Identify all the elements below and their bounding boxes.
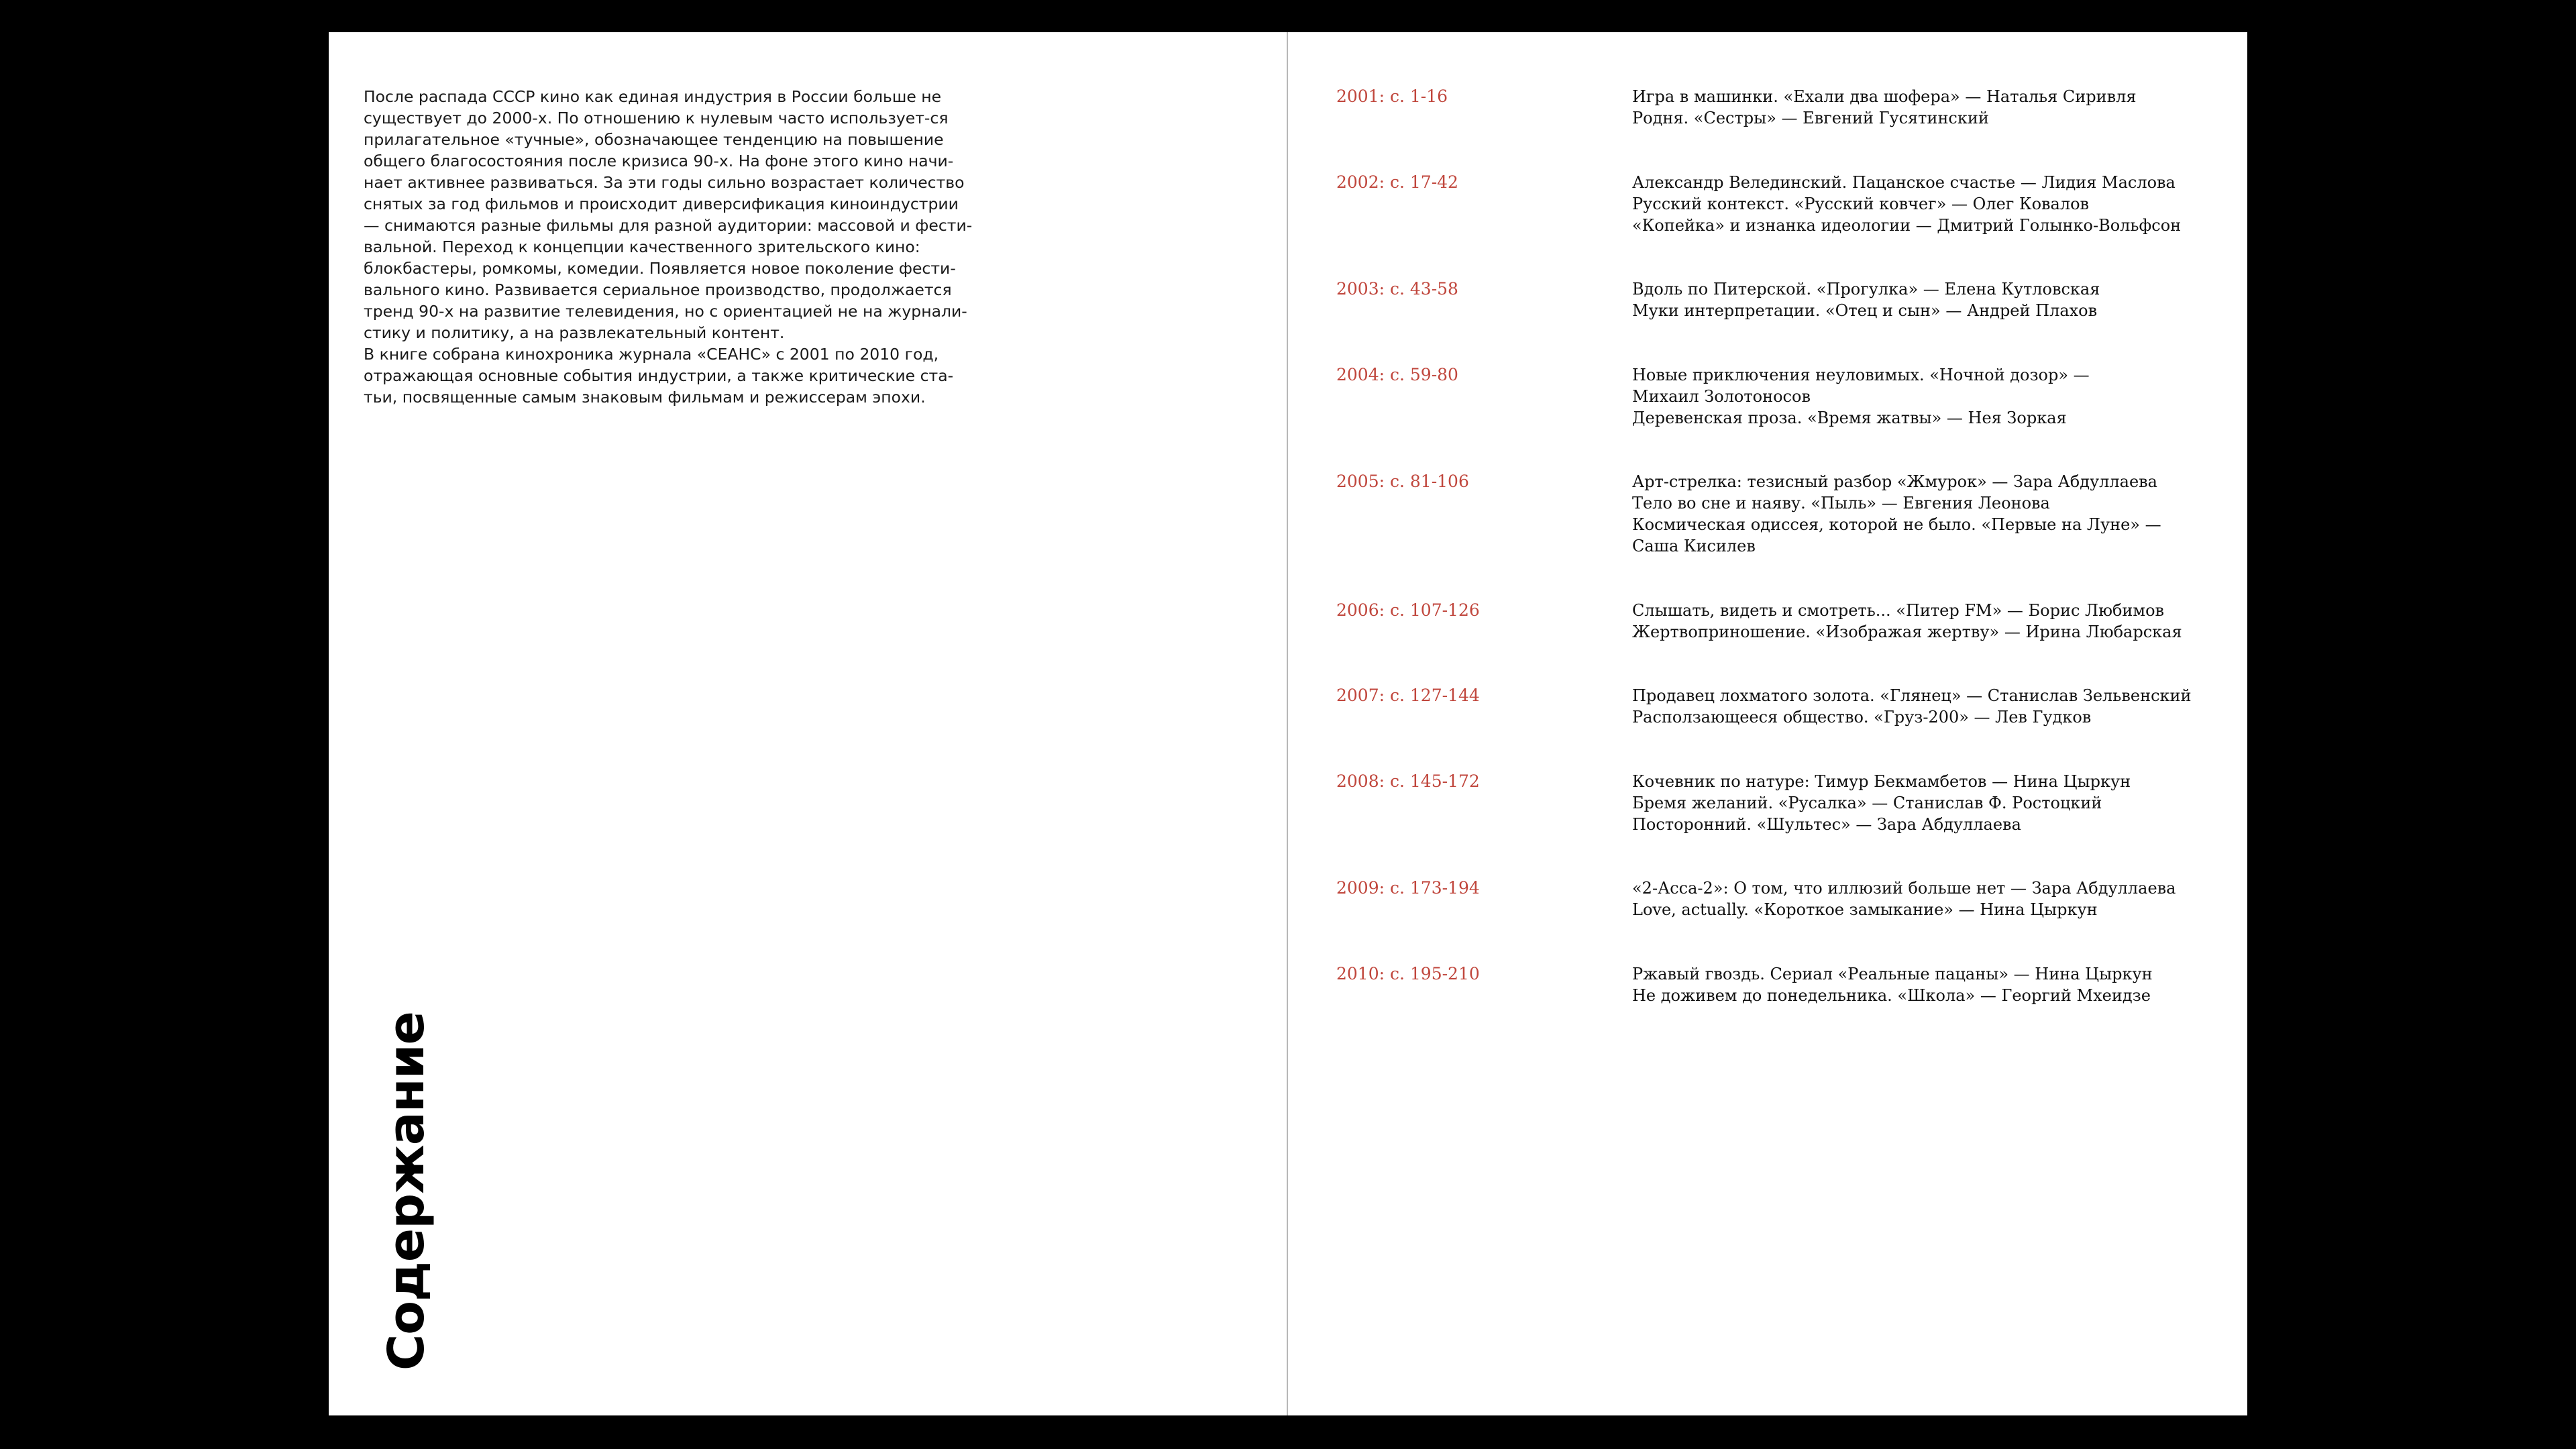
toc-year-link[interactable]: 2002: с. 17-42 [1336, 172, 1458, 192]
toc-article: Саша Кисилев [1632, 537, 1756, 555]
toc-article: Арт-стрелка: тезисный разбор «Жмурок» — Зара Абдуллаева [1632, 472, 2157, 491]
toc-article: Муки интерпретации. «Отец и сын» — Андрей Плахов [1632, 301, 2098, 320]
toc-article: «2-Асса-2»: О том, что иллюзий больше нет — Зара Абдуллаева [1632, 879, 2176, 898]
toc-article: Слышать, видеть и смотреть... «Питер FM» — Борис Любимов [1632, 601, 2165, 620]
toc-article: Михаил Золотоносов [1632, 387, 1811, 406]
toc-article: Расползающееся общество. «Груз-200» — Лев Гудков [1632, 708, 2092, 727]
toc-article: Бремя желаний. «Русалка» — Станислав Ф. Ростоцкий [1632, 794, 2102, 812]
toc-year-link[interactable]: 2009: с. 173-194 [1336, 878, 1480, 898]
toc-article: Ржавый гвоздь. Сериал «Реальные пацаны» — Нина Цыркун [1632, 965, 2153, 983]
intro-text [364, 86, 974, 408]
toc-article-list [1632, 685, 2222, 728]
toc-article-list [1632, 877, 2222, 920]
intro-paragraph: В книге собрана кинохроника журнала «СЕАНС» с 2001 по 2010 год, отражающая основные события индустрии, а также критические ста-тьи, посвященные самым знаковым фильмам и режиссерам эпохи. [364, 345, 954, 407]
toc-year-link[interactable]: 2010: с. 195-210 [1336, 964, 1480, 983]
toc-article: Космическая одиссея, которой не было. «Первые на Луне» — [1632, 515, 2161, 534]
toc-article: Вдоль по Питерской. «Прогулка» — Елена Кутловская [1632, 280, 2100, 299]
toc-article: Деревенская проза. «Время жатвы» — Нея Зоркая [1632, 409, 2067, 427]
toc-year-link[interactable]: 2003: с. 43-58 [1336, 279, 1458, 299]
toc-article: «Копейка» и изнанка идеологии — Дмитрий Голынко-Вольфсон [1632, 216, 2182, 235]
toc-article: Игра в машинки. «Ехали два шофера» — Наталья Сиривля [1632, 87, 2137, 106]
intro-paragraph: После распада СССР кино как единая индустрия в России больше не существует до 2000-х. По отношению к нулевым часто использует-ся прилагательное «тучные», обозначающее тенденцию на повышение общего благосостояния после кризиса 90-х. На фоне этого кино начи-нает активнее развиваться. За эти годы сильно возрастает количество снятых за год фильмов и происходит диверсификация киноиндустрии — снимаются разные фильмы для разной аудитории: массовой и фести-вальной. Переход к концепции качественного зрительского кино: блокбастеры, ромкомы, комедии. Появляется новое поколение фести-вального кино. Развивается сериальное производство, продолжается тренд 90-х на развитие телевидения, но с ориентацией не на журнали-стику и политику, а на развлекательный контент. [364, 87, 973, 342]
toc-article-list [1632, 471, 2222, 557]
page-title: Содержание [378, 1012, 435, 1371]
toc-article: Love, actually. «Короткое замыкание» — Нина Цыркун [1632, 900, 2098, 919]
toc-article: Кочевник по натуре: Тимур Бекмамбетов — Нина Цыркун [1632, 772, 2131, 791]
toc-year-link[interactable]: 2004: с. 59-80 [1336, 365, 1458, 384]
toc-year-link[interactable]: 2006: с. 107-126 [1336, 600, 1480, 620]
toc-year-link[interactable]: 2007: с. 127-144 [1336, 686, 1480, 705]
toc-article: Не доживем до понедельника. «Школа» — Георгий Мхеидзе [1632, 986, 2151, 1005]
book-spread [329, 32, 2247, 1415]
toc-article-list [1632, 172, 2222, 236]
toc-article: Жертвоприношение. «Изображая жертву» — Ирина Любарская [1632, 623, 2182, 641]
toc-article: Тело во сне и наяву. «Пыль» — Евгения Леонова [1632, 494, 2050, 513]
toc-article: Родня. «Сестры» — Евгений Гусятинский [1632, 109, 1989, 127]
toc-article: Русский контекст. «Русский ковчег» — Олег Ковалов [1632, 195, 2090, 213]
toc-article: Продавец лохматого золота. «Глянец» — Станислав Зельвенский [1632, 686, 2192, 705]
table-of-contents [1288, 32, 2247, 1415]
toc-article-list [1632, 364, 2222, 429]
right-page [1288, 32, 2247, 1415]
toc-article: Посторонний. «Шультес» — Зара Абдуллаева [1632, 815, 2021, 834]
toc-year-link[interactable]: 2008: с. 145-172 [1336, 771, 1480, 791]
left-page [329, 32, 1287, 1415]
toc-article: Александр Велединский. Пацанское счастье — Лидия Маслова [1632, 173, 2176, 192]
toc-article-list [1632, 771, 2222, 835]
toc-article: Новые приключения неуловимых. «Ночной дозор» — [1632, 366, 2090, 384]
toc-article-list [1632, 963, 2222, 1006]
toc-article-list [1632, 600, 2222, 643]
toc-year-link[interactable]: 2001: с. 1-16 [1336, 87, 1448, 106]
toc-year-link[interactable]: 2005: с. 81-106 [1336, 472, 1469, 491]
toc-article-list [1632, 86, 2222, 129]
toc-article-list [1632, 278, 2222, 321]
